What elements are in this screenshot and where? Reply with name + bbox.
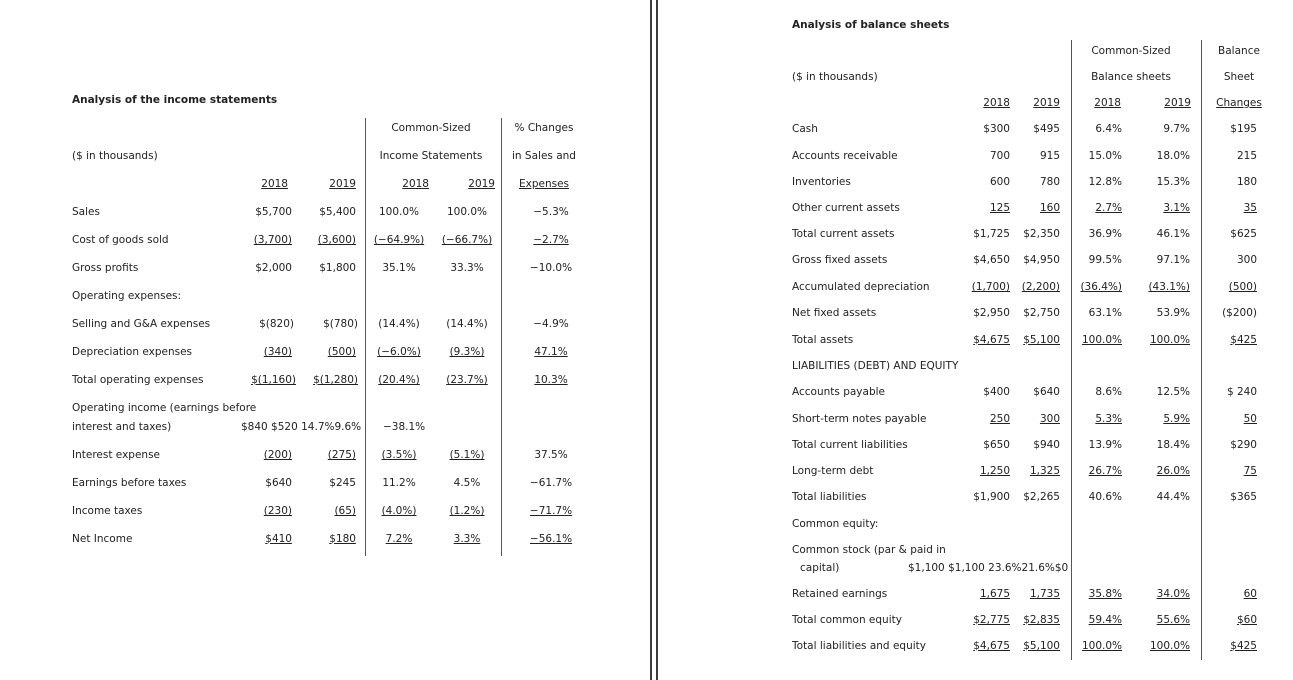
row-label: Total liabilities and equity <box>792 640 926 652</box>
cell-2019: 780 <box>1039 176 1060 188</box>
balance-rule-2 <box>1201 40 1202 660</box>
cell-cs-2018: (14.4%) <box>378 318 420 330</box>
row-label: Cash <box>792 123 818 135</box>
cell-change: 47.1% <box>534 346 568 358</box>
cell-2018: $650 <box>983 439 1010 451</box>
cell-cs-2018: 6.4% <box>1095 123 1122 135</box>
income-cs-header-1: Common-Sized <box>391 122 471 134</box>
cell-cs-2018: (20.4%) <box>378 374 420 386</box>
cell-2019: 300 <box>1039 413 1060 425</box>
cell-cs-2018: 15.0% <box>1088 150 1122 162</box>
cell-cs-2018: (−6.0%) <box>377 346 421 358</box>
balance-cs-year-2018: 2018 <box>1094 97 1121 109</box>
cell-cs-2019: 18.4% <box>1156 439 1190 451</box>
row-label: Total common equity <box>792 614 902 626</box>
row-label: Long-term debt <box>792 465 874 477</box>
row-label: Cost of goods sold <box>72 234 169 246</box>
cell-2018: 700 <box>989 150 1010 162</box>
cell-2019: $940 <box>1033 439 1060 451</box>
cell-cs-2018: 2.7% <box>1095 202 1122 214</box>
cell-cs-2019: 3.1% <box>1163 202 1190 214</box>
cell-2019: $2,750 <box>1023 307 1060 319</box>
income-rule-2 <box>501 118 502 556</box>
cell-cs-2019: 97.1% <box>1156 254 1190 266</box>
cell-cs-2019: (23.7%) <box>446 374 488 386</box>
cell-change: 10.3% <box>534 374 568 386</box>
cell-cs-2019: 53.9% <box>1156 307 1190 319</box>
row-label: Common equity: <box>792 518 879 530</box>
row-label: Total assets <box>792 334 854 346</box>
cell-2018: 250 <box>989 413 1010 425</box>
row-label: Inventories <box>792 176 851 188</box>
cell-change: −38.1% <box>383 421 426 433</box>
cell-change: 215 <box>1236 150 1257 162</box>
row-label: Common stock (par & paid in <box>792 544 946 556</box>
cell-2018: 1,675 <box>979 588 1010 600</box>
income-cs-header-2: Income Statements <box>379 150 483 162</box>
cell-2018: $1,900 <box>973 491 1010 503</box>
balance-bs-header-2: Sheet <box>1223 71 1255 83</box>
row-label: Short-term notes payable <box>792 413 927 425</box>
income-cs-year-2018: 2018 <box>402 178 429 190</box>
cell-cs-2018: 100.0% <box>1081 334 1122 346</box>
cell-2019: 915 <box>1039 150 1060 162</box>
row-label: Accounts receivable <box>792 150 898 162</box>
balance-cs-header-1: Common-Sized <box>1091 45 1171 57</box>
cell-2019: (275) <box>327 449 356 461</box>
cell-cs-2019: 100.0% <box>446 206 488 218</box>
cell-change: −56.1% <box>529 533 573 545</box>
balance-sheet-page <box>660 0 1293 680</box>
cell-2019: (2,200) <box>1021 281 1060 293</box>
cell-cs-2019: 3.3% <box>453 533 481 545</box>
cell-2019: $495 <box>1033 123 1060 135</box>
cell-2018: (340) <box>263 346 292 358</box>
cell-2019: 1,735 <box>1029 588 1060 600</box>
cell-2018: 125 <box>989 202 1010 214</box>
cell-2019: $2,835 <box>1023 614 1060 626</box>
balance-title: Analysis of balance sheets <box>792 19 950 31</box>
cell-cs-2018: 63.1% <box>1088 307 1122 319</box>
balance-cs-header-2: Balance sheets <box>1091 71 1171 83</box>
income-units-label: ($ in thousands) <box>72 150 158 162</box>
cell-change: (500) <box>1228 281 1257 293</box>
row-label: Accounts payable <box>792 386 885 398</box>
cell-cs-2018: 12.8% <box>1088 176 1122 188</box>
row-label: Income taxes <box>72 505 143 517</box>
cell-2019: 1,325 <box>1029 465 1060 477</box>
income-pct-header-2: in Sales and <box>512 150 576 162</box>
cell-cs-2018: 5.3% <box>1095 413 1122 425</box>
cell-2018: $2,950 <box>973 307 1010 319</box>
cell-2018: (3,700) <box>253 234 292 246</box>
cell-2019: $5,100 <box>1023 334 1060 346</box>
cell-2019: (65) <box>334 505 356 517</box>
cell-2018: $4,675 <box>973 334 1010 346</box>
cell-cs-2019: (14.4%) <box>446 318 488 330</box>
cell-cs-2019: 34.0% <box>1156 588 1190 600</box>
row-label: Retained earnings <box>792 588 888 600</box>
income-cs-year-2019: 2019 <box>468 178 495 190</box>
cell-cs-2018: (3.5%) <box>381 449 417 461</box>
cell-change: 37.5% <box>534 449 568 461</box>
cell-change: −10.0% <box>529 262 573 274</box>
cell-cs-2018: 99.5% <box>1088 254 1122 266</box>
balance-bs-header-1: Balance <box>1218 45 1260 57</box>
cell-cs-2018: (−64.9%) <box>373 234 425 246</box>
cell-cs-2019: 100.0% <box>1149 640 1190 652</box>
cell-change: −61.7% <box>529 477 573 489</box>
cell-change: $290 <box>1230 439 1257 451</box>
cell-2018: $410 <box>265 533 292 545</box>
income-pct-header-1: % Changes <box>514 122 574 134</box>
cell-cs-2019: 5.9% <box>1163 413 1190 425</box>
income-year-2019: 2019 <box>329 178 356 190</box>
cell-change: $425 <box>1230 640 1257 652</box>
cell-2018: 1,250 <box>979 465 1010 477</box>
cell-2019: $4,950 <box>1023 254 1060 266</box>
merged-values: $1,100 $1,100 23.6%21.6%$0 <box>908 562 1069 574</box>
cell-2018: $2,000 <box>255 262 292 274</box>
row-label: Accumulated depreciation <box>792 281 930 293</box>
cell-change: $625 <box>1230 228 1257 240</box>
row-label: Interest expense <box>72 449 160 461</box>
cell-2019: 160 <box>1039 202 1060 214</box>
cell-cs-2019: 26.0% <box>1156 465 1190 477</box>
cell-change: −2.7% <box>533 234 569 246</box>
row-label: Operating income (earnings before <box>72 402 257 414</box>
row-label: LIABILITIES (DEBT) AND EQUITY <box>792 360 959 372</box>
row-label: Total current assets <box>792 228 895 240</box>
cell-cs-2019: (5.1%) <box>449 449 485 461</box>
cell-change: $425 <box>1230 334 1257 346</box>
cell-change: −4.9% <box>533 318 569 330</box>
cell-2018: $400 <box>983 386 1010 398</box>
row-label: Selling and G&A expenses <box>72 318 211 330</box>
row-label: Gross fixed assets <box>792 254 888 266</box>
balance-units-label: ($ in thousands) <box>792 71 878 83</box>
cell-cs-2018: 36.9% <box>1088 228 1122 240</box>
cell-change: $195 <box>1230 123 1257 135</box>
cell-cs-2018: 11.2% <box>382 477 416 489</box>
income-rule-1 <box>365 118 366 556</box>
cell-2018: $(1,160) <box>251 374 296 386</box>
cell-2019: (500) <box>327 346 356 358</box>
cell-cs-2019: 44.4% <box>1156 491 1190 503</box>
cell-cs-2019: (1.2%) <box>449 505 485 517</box>
page-divider-right <box>656 0 658 680</box>
cell-cs-2019: (43.1%) <box>1148 281 1190 293</box>
balance-year-2019: 2019 <box>1033 97 1060 109</box>
cell-change: ($200) <box>1222 307 1257 319</box>
cell-2018: (230) <box>263 505 292 517</box>
cell-cs-2018: 7.2% <box>385 533 413 545</box>
cell-2018: 600 <box>989 176 1010 188</box>
row-label: Other current assets <box>792 202 900 214</box>
merged-values: $840 $520 14.7%9.6% <box>241 421 362 433</box>
cell-2018: $640 <box>265 477 292 489</box>
cell-change: $365 <box>1230 491 1257 503</box>
cell-cs-2019: 55.6% <box>1156 614 1190 626</box>
cell-cs-2018: 100.0% <box>1081 640 1122 652</box>
income-year-2018: 2018 <box>261 178 288 190</box>
row-label: Net fixed assets <box>792 307 877 319</box>
cell-cs-2018: 100.0% <box>378 206 420 218</box>
cell-cs-2018: (4.0%) <box>381 505 417 517</box>
row-label: Gross profits <box>72 262 139 274</box>
cell-2018: $300 <box>983 123 1010 135</box>
balance-cs-year-2019: 2019 <box>1164 97 1191 109</box>
cell-2019: $(780) <box>323 318 358 330</box>
income-title: Analysis of the income statements <box>72 94 278 106</box>
cell-cs-2019: 100.0% <box>1149 334 1190 346</box>
cell-cs-2019: 15.3% <box>1156 176 1190 188</box>
cell-2019: $1,800 <box>319 262 356 274</box>
row-label: Depreciation expenses <box>72 346 193 358</box>
cell-2019: $(1,280) <box>313 374 358 386</box>
cell-cs-2018: (36.4%) <box>1080 281 1122 293</box>
row-label: Earnings before taxes <box>72 477 187 489</box>
row-label: Net Income <box>72 533 133 545</box>
cell-2018: $4,675 <box>973 640 1010 652</box>
cell-cs-2019: 18.0% <box>1156 150 1190 162</box>
cell-change: $ 240 <box>1226 386 1257 398</box>
page-divider <box>650 0 652 680</box>
cell-2019: (3,600) <box>317 234 356 246</box>
cell-2019: $5,100 <box>1023 640 1060 652</box>
cell-cs-2018: 13.9% <box>1088 439 1122 451</box>
row-label: Sales <box>72 206 100 218</box>
cell-2019: $180 <box>329 533 356 545</box>
cell-change: 300 <box>1236 254 1257 266</box>
cell-2018: (200) <box>263 449 292 461</box>
cell-cs-2018: 35.8% <box>1088 588 1122 600</box>
cell-cs-2019: 33.3% <box>450 262 484 274</box>
cell-cs-2018: 8.6% <box>1095 386 1122 398</box>
cell-2018: $(820) <box>259 318 294 330</box>
cell-cs-2019: 12.5% <box>1156 386 1190 398</box>
cell-2019: $2,350 <box>1023 228 1060 240</box>
row-label: Total current liabilities <box>792 439 908 451</box>
cell-2019: $245 <box>329 477 356 489</box>
cell-change: 35 <box>1243 202 1257 214</box>
cell-cs-2019: 46.1% <box>1156 228 1190 240</box>
row-label: Total liabilities <box>792 491 867 503</box>
cell-cs-2019: 9.7% <box>1163 123 1190 135</box>
cell-cs-2019: 4.5% <box>453 477 481 489</box>
cell-change: 60 <box>1243 588 1257 600</box>
income-pct-header-3: Expenses <box>518 178 570 190</box>
cell-2018: (1,700) <box>971 281 1010 293</box>
cell-cs-2019: (9.3%) <box>449 346 485 358</box>
row-label-continued: interest and taxes) <box>72 421 172 433</box>
row-label: Total operating expenses <box>72 374 204 386</box>
cell-2018: $5,700 <box>255 206 292 218</box>
cell-change: $60 <box>1236 614 1257 626</box>
cell-cs-2018: 40.6% <box>1088 491 1122 503</box>
balance-year-2018: 2018 <box>983 97 1010 109</box>
cell-2019: $5,400 <box>319 206 356 218</box>
cell-change: 50 <box>1243 413 1257 425</box>
balance-bs-header-3: Changes <box>1216 97 1262 109</box>
cell-change: 180 <box>1236 176 1257 188</box>
row-label: Operating expenses: <box>72 290 182 302</box>
cell-2019: $640 <box>1033 386 1060 398</box>
cell-2018: $4,650 <box>973 254 1010 266</box>
cell-2018: $2,775 <box>973 614 1010 626</box>
cell-cs-2019: (−66.7%) <box>441 234 493 246</box>
cell-cs-2018: 26.7% <box>1088 465 1122 477</box>
cell-cs-2018: 59.4% <box>1088 614 1122 626</box>
cell-cs-2018: 35.1% <box>382 262 416 274</box>
cell-change: −5.3% <box>533 206 569 218</box>
cell-change: 75 <box>1243 465 1257 477</box>
cell-2019: $2,265 <box>1023 491 1060 503</box>
cell-change: −71.7% <box>529 505 573 517</box>
row-label-continued: capital) <box>800 562 840 574</box>
cell-2018: $1,725 <box>973 228 1010 240</box>
